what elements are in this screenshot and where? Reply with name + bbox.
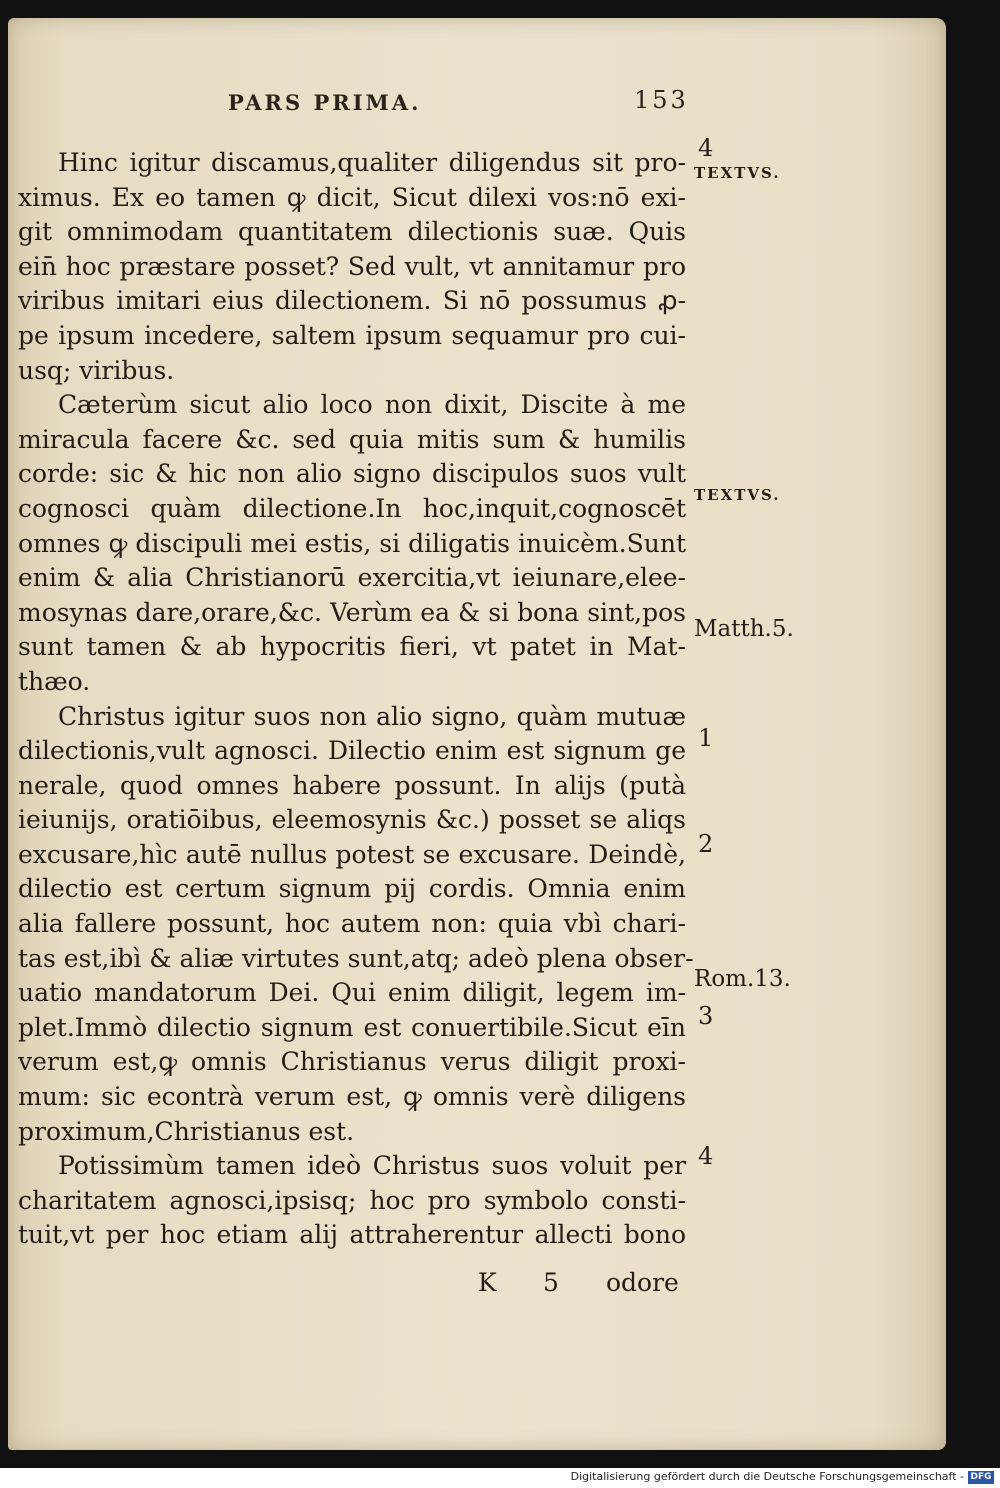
- text-line: usq; viribus.: [18, 355, 175, 385]
- text-line: ximus. Ex eo tamen ꝙ dicit, Sicut dilexi vos:nō exi-: [18, 182, 686, 212]
- text-line: excusare,hìc autē nullus potest se excusare. Deindè,: [18, 839, 686, 869]
- text-line: uatio mandatorum Dei. Qui enim diligit, legem im-: [18, 978, 686, 1008]
- text-line: Christus igitur suos non alio signo, quàm mutuæ: [58, 701, 686, 731]
- text-line: corde: sic & hic non alio signo discipulos suos vult: [18, 459, 686, 489]
- margin-number: 4: [698, 1142, 714, 1170]
- text-line: git omnimodam quantitatem dilectionis suæ. Quis: [18, 217, 686, 247]
- text-line: verum est,ꝙ omnis Christianus verus diligit proxi-: [18, 1047, 686, 1077]
- text-line: Cæterùm sicut alio loco non dixit, Discite à me: [58, 390, 686, 420]
- signature-number: 5: [543, 1268, 559, 1297]
- running-head: PARS PRIMA.: [228, 90, 422, 115]
- text-line: mosynas dare,orare,&c. Verùm ea & si bona sint,pos: [18, 597, 686, 627]
- catchword: odore: [606, 1268, 679, 1297]
- text-line: Hinc igitur discamus,qualiter diligendus sit pro-: [58, 148, 686, 177]
- margin-textus: TEXTVS.: [694, 486, 781, 504]
- book-page: [8, 18, 946, 1450]
- text-line: enim & alia Christianorū exercitia,vt ieiunare,elee-: [18, 563, 686, 593]
- text-line: nerale, quod omnes habere possunt. In alijs (putà: [18, 770, 686, 800]
- text-line: charitatem agnosci,ipsisq; hoc pro symbolo consti-: [18, 1185, 686, 1215]
- margin-reference: Rom.13.: [694, 966, 791, 992]
- margin-textus: TEXTVS.: [694, 164, 781, 182]
- text-line: thæo.: [18, 666, 91, 696]
- text-line: plet.Immò dilectio signum est conuertibile.Sicut eīn: [18, 1012, 686, 1042]
- text-line: omnes ꝙ discipuli mei estis, si diligatis inuicèm.Sunt: [18, 528, 686, 558]
- funding-credit: Digitalisierung gefördert durch die Deutsche Forschungsgemeinschaft -: [570, 1470, 964, 1483]
- main-text: [18, 146, 694, 1253]
- text-line: sunt tamen & ab hypocritis fieri, vt patet in Mat-: [18, 632, 686, 662]
- text-line: miracula facere &c. sed quia mitis sum & humilis: [18, 424, 686, 454]
- signature-mark: K: [478, 1268, 497, 1297]
- text-line: tuit,vt per hoc etiam alij attraherentur allecti bono: [18, 1220, 686, 1250]
- dfg-logo: DFG: [968, 1471, 994, 1484]
- folio-number: 153: [634, 86, 689, 114]
- text-line: tas est,ibì & aliæ virtutes sunt,atq; adeò plena obser-: [18, 943, 694, 973]
- footer-bar: [0, 1468, 1000, 1488]
- margin-number: 3: [698, 1002, 714, 1030]
- margin-number: 2: [698, 830, 714, 858]
- margin-number: 1: [698, 724, 714, 752]
- text-line: Potissimùm tamen ideò Christus suos voluit per: [58, 1151, 686, 1181]
- text-line: cognosci quàm dilectione.In hoc,inquit,cognoscēt: [18, 493, 686, 523]
- text-line: alia fallere possunt, hoc autem non: quia vbì chari-: [18, 909, 686, 939]
- text-line: ein̄ hoc præstare posset? Sed vult, vt annitamur pro: [18, 251, 686, 281]
- margin-number: 4: [698, 134, 714, 162]
- text-line: proximum,Christianus est.: [18, 1116, 355, 1146]
- text-line: mum: sic econtrà verum est, ꝙ omnis verè diligens: [18, 1082, 686, 1112]
- text-line: pe ipsum incedere, saltem ipsum sequamur pro cui-: [18, 320, 686, 350]
- text-line: ieiunijs, oratiōibus, eleemosynis &c.) posset se aliqs: [18, 805, 686, 835]
- text-line: dilectionis,vult agnosci. Dilectio enim est signum ge: [18, 736, 686, 766]
- text-line: dilectio est certum signum pij cordis. Omnia enim: [18, 874, 686, 904]
- text-line: viribus imitari eius dilectionem. Si nō possumus ꝓ-: [18, 286, 686, 316]
- margin-reference: Matth.5.: [694, 616, 794, 642]
